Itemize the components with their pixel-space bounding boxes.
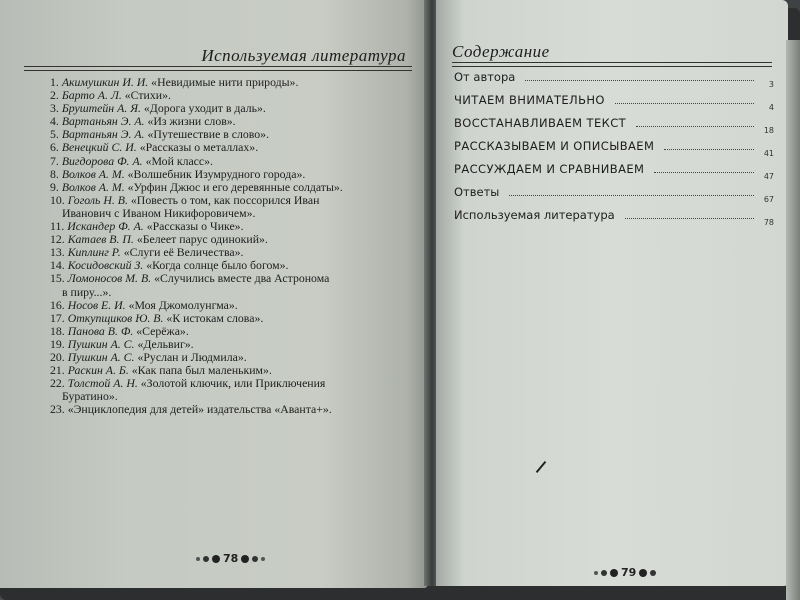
item-number: 3. <box>50 101 59 116</box>
item-number: 10. <box>50 192 65 207</box>
toc-entry-label: ВОССТАНАВЛИВАЕМ ТЕКСТ <box>454 116 627 130</box>
left-page-number <box>196 552 265 565</box>
item-author: Ломоносов М. В. <box>67 271 152 286</box>
ornament-dot-icon <box>196 557 200 561</box>
left-page-number-text: 78 <box>223 552 239 565</box>
toc-leader-dots <box>615 97 754 104</box>
item-title-continuation: Буратино». <box>62 389 118 404</box>
item-author: Пушкин А. С. <box>67 336 135 351</box>
ornament-dot-icon <box>639 569 647 577</box>
item-title: «Из жизни слов». <box>147 114 236 129</box>
ornament-dot-icon <box>601 570 607 576</box>
ornament-dot-icon <box>610 569 618 577</box>
toc-leader-dots <box>654 166 754 173</box>
ornament-dot-icon <box>241 555 249 563</box>
item-author: Искандер Ф. А. <box>67 219 144 234</box>
item-title: «Руслан и Людмила». <box>137 349 247 364</box>
toc-entry-page: 67 <box>763 195 774 204</box>
item-author: Толстой А. Н. <box>67 376 138 391</box>
item-title: «Волшебник Изумрудного города». <box>127 166 306 181</box>
item-author: Раскин А. Б. <box>67 363 129 378</box>
item-number: 13. <box>50 245 65 260</box>
item-number: 11. <box>50 219 65 234</box>
ornament-dot-icon <box>203 556 209 562</box>
right-page-number-text: 79 <box>621 566 637 579</box>
right-page-title: Содержание <box>452 42 550 61</box>
toc-entry <box>454 116 774 139</box>
item-number: 19. <box>50 336 65 351</box>
toc-leader-dots <box>664 143 754 150</box>
left-page-header <box>24 46 412 71</box>
item-number: 9. <box>50 179 59 194</box>
page-block-edge <box>786 40 800 600</box>
toc-leader-dots <box>509 189 754 196</box>
item-author: Носов Е. И. <box>67 297 126 312</box>
item-title: «Стихи». <box>124 88 171 103</box>
item-number: 23. <box>50 402 65 417</box>
ornament-dot-icon <box>650 570 656 576</box>
left-page-title: Используемая литература <box>201 46 406 65</box>
item-number: 21. <box>50 363 65 378</box>
item-author: Киплинг Р. <box>67 245 121 260</box>
toc-entry-page: 4 <box>768 103 774 112</box>
toc-entry <box>454 208 774 231</box>
item-title: «Серёжа». <box>136 323 189 338</box>
item-title: «Белеет парус одинокий». <box>136 232 268 247</box>
item-title: «К истокам слова». <box>166 310 264 325</box>
item-number: 6. <box>50 140 59 155</box>
toc-entry <box>454 162 774 185</box>
item-number: 7. <box>50 153 59 168</box>
item-author: Вартаньян Э. А. <box>61 127 145 142</box>
toc-entry <box>454 70 774 93</box>
item-title: «Энциклопедия для детей» издательства «Аванта+». <box>67 402 332 417</box>
item-title-continuation: Иванович с Иваном Никифоровичем». <box>62 205 256 220</box>
toc-entry <box>454 185 774 208</box>
toc-leader-dots <box>625 212 754 219</box>
item-title: «Дорога уходит в даль». <box>143 101 266 116</box>
item-number: 5. <box>50 127 59 142</box>
item-number: 20. <box>50 349 65 364</box>
item-title: «Повесть о том, как поссорился Иван <box>130 192 320 207</box>
toc-entry-page: 41 <box>763 149 774 158</box>
table-of-contents <box>454 70 774 231</box>
toc-entry-label: ЧИТАЕМ ВНИМАТЕЛЬНО <box>454 93 605 107</box>
right-page <box>436 0 788 586</box>
toc-leader-dots <box>525 74 754 81</box>
item-title: «Невидимые нити природы». <box>151 75 299 89</box>
toc-entry-page: 18 <box>763 126 774 135</box>
item-number: 18. <box>50 323 65 338</box>
item-number: 22. <box>50 376 65 391</box>
item-number: 12. <box>50 232 65 247</box>
right-page-number <box>594 566 656 579</box>
toc-entry-label: РАССУЖДАЕМ И СРАВНИВАЕМ <box>454 162 645 176</box>
item-number: 8. <box>50 166 59 181</box>
item-title: «Урфин Джюс и его деревянные солдаты». <box>127 179 343 194</box>
item-author: Акимушкин И. И. <box>61 75 149 89</box>
item-author: Косидовский З. <box>67 258 144 273</box>
item-author: Пушкин А. С. <box>67 349 135 364</box>
toc-entry-label: Используемая литература <box>454 208 615 222</box>
item-title: «Рассказы о металлах». <box>139 140 259 155</box>
item-title: «Мой класс». <box>145 153 214 168</box>
ornament-dot-icon <box>261 557 265 561</box>
item-author: Венецкий С. И. <box>61 140 137 155</box>
item-author: Панова В. Ф. <box>67 323 134 338</box>
pencil-mark <box>536 461 547 473</box>
item-number: 17. <box>50 310 65 325</box>
item-title: «Когда солнце было богом». <box>146 258 289 273</box>
item-number: 1. <box>50 75 59 89</box>
bibliography-item <box>50 272 418 298</box>
toc-entry-label: РАССКАЗЫВАЕМ И ОПИСЫВАЕМ <box>454 139 655 153</box>
toc-leader-dots <box>636 120 754 127</box>
ornament-dot-icon <box>252 556 258 562</box>
toc-entry-page: 3 <box>768 80 774 89</box>
item-title: «Как папа был маленьким». <box>131 363 272 378</box>
ornament-dot-icon <box>594 571 598 575</box>
item-number: 2. <box>50 88 59 103</box>
item-title: «Дельвиг». <box>137 336 194 351</box>
item-title-continuation: в пиру...». <box>62 284 112 299</box>
ornament-dot-icon <box>212 555 220 563</box>
item-author: Катаев В. П. <box>67 232 134 247</box>
item-author: Откупщиков Ю. В. <box>67 310 164 325</box>
item-author: Гоголь Н. В. <box>67 192 128 207</box>
item-number: 15. <box>50 271 65 286</box>
item-title: «Золотой ключик, или Приключения <box>140 376 326 391</box>
toc-entry-label: Ответы <box>454 185 500 199</box>
item-title: «Моя Джомолунгма». <box>128 297 238 312</box>
bibliography-list <box>50 76 418 416</box>
item-title: «Слуги её Величества». <box>123 245 244 260</box>
bibliography-item <box>50 377 418 403</box>
toc-entry-page: 47 <box>763 172 774 181</box>
item-number: 4. <box>50 114 59 129</box>
item-author: Барто А. Л. <box>61 88 122 103</box>
item-number: 16. <box>50 297 65 312</box>
item-author: Вартаньян Э. А. <box>61 114 145 129</box>
bibliography-item <box>50 194 418 220</box>
item-title: «Случились вместе два Астронома <box>154 271 330 286</box>
item-author: Бруштейн А. Я. <box>61 101 141 116</box>
item-author: Вигдорова Ф. А. <box>61 153 143 168</box>
right-page-header <box>452 42 772 67</box>
item-title: «Рассказы о Чике». <box>146 219 244 234</box>
toc-entry-label: От автора <box>454 70 516 84</box>
bibliography-item <box>50 403 418 416</box>
item-author: Волков А. М. <box>61 166 125 181</box>
toc-entry <box>454 139 774 162</box>
item-title: «Путешествие в слово». <box>147 127 270 142</box>
toc-entry <box>454 93 774 116</box>
item-author: Волков А. М. <box>61 179 125 194</box>
item-number: 14. <box>50 258 65 273</box>
toc-entry-page: 78 <box>763 218 774 227</box>
